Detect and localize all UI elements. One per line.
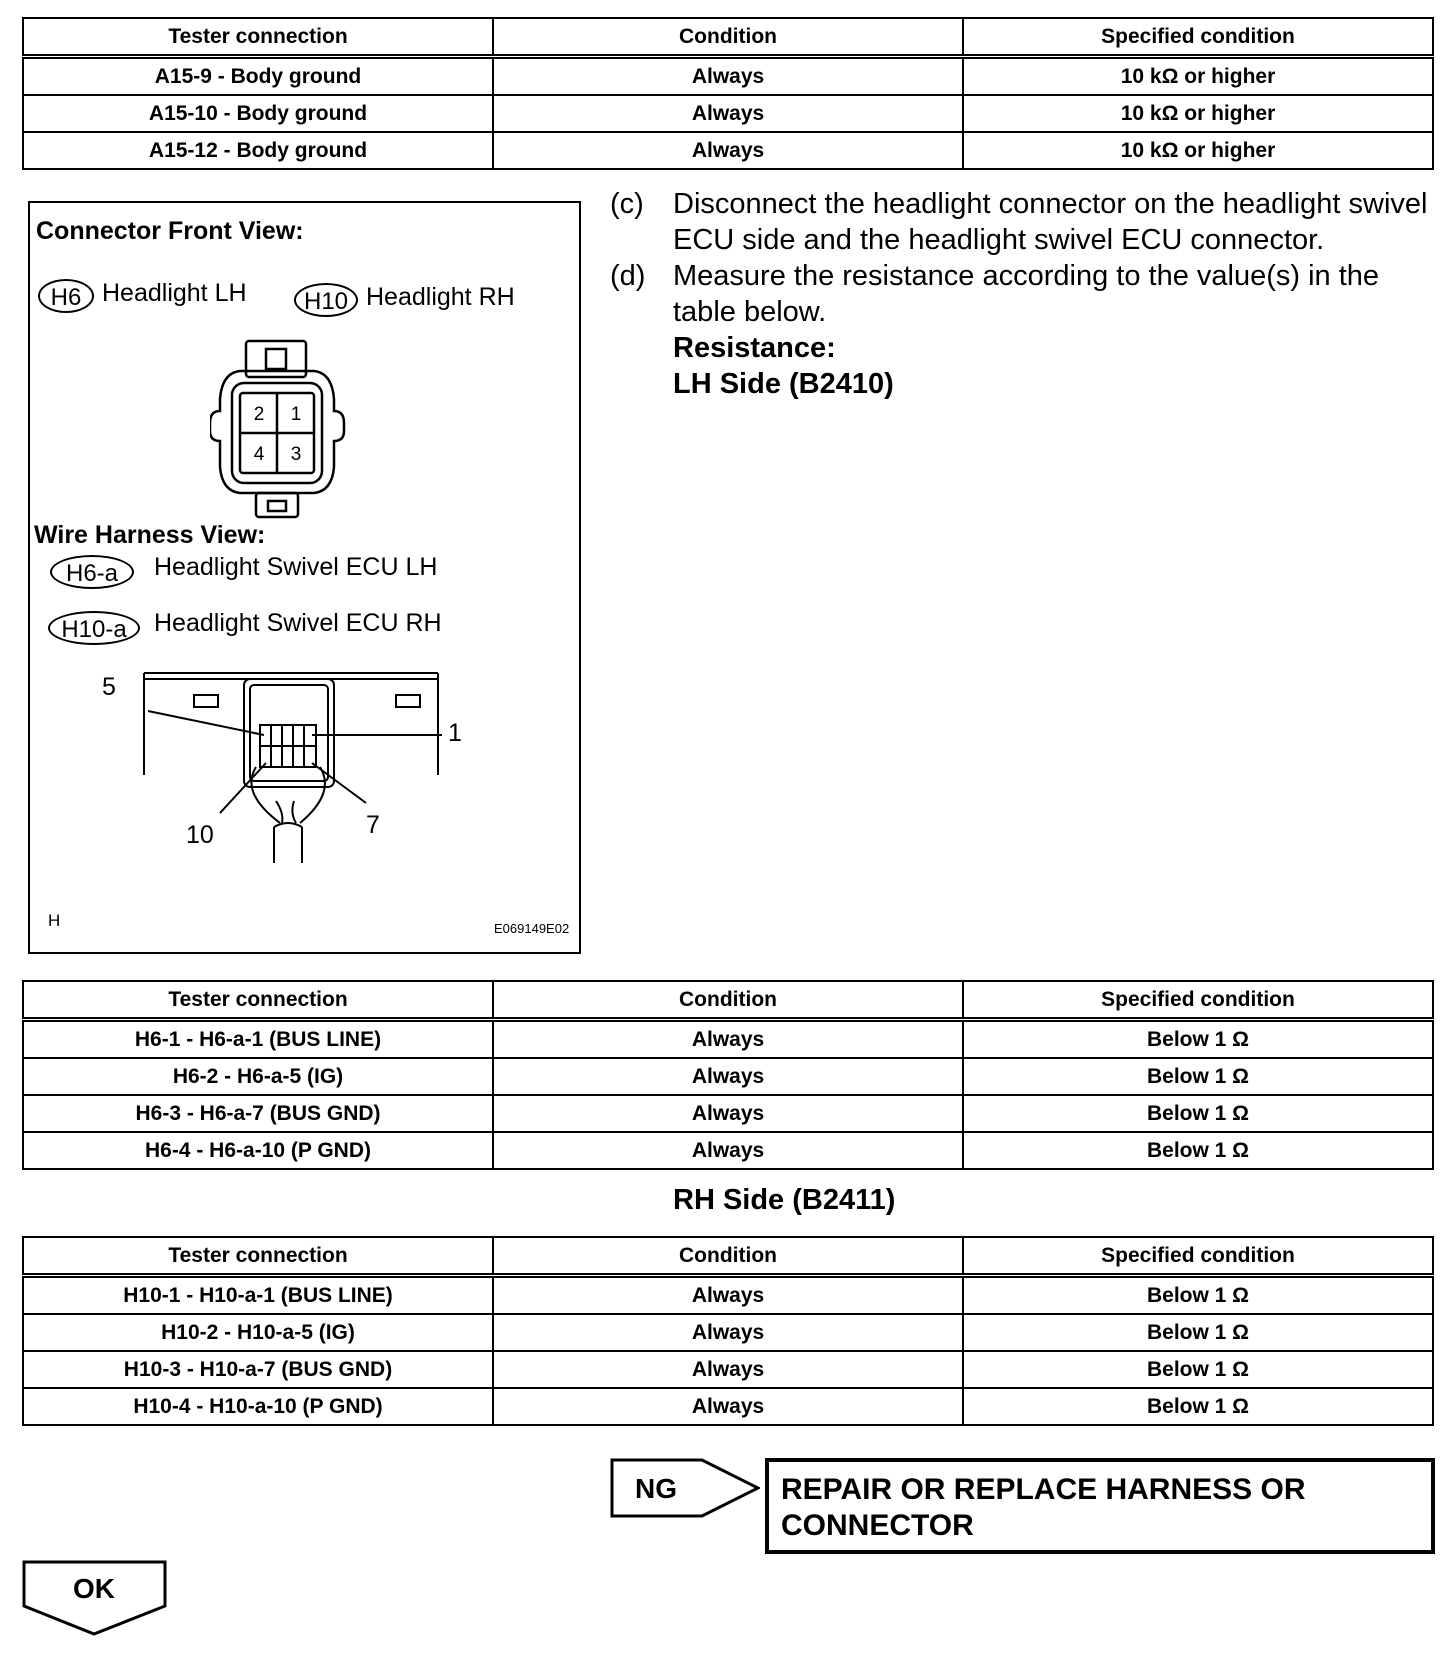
h10a-label: Headlight Swivel ECU RH (154, 609, 442, 637)
cell-condition: Always (493, 1388, 963, 1425)
cell-specified: Below 1 Ω (963, 1095, 1433, 1132)
connector-front-drawing (210, 339, 360, 525)
cell-condition: Always (493, 95, 963, 132)
ecu-harness-drawing (90, 663, 510, 863)
table-row (23, 1095, 1433, 1132)
header-specified-condition: Specified condition (963, 1237, 1433, 1276)
ok-label: OK (73, 1573, 115, 1604)
cell-tester: H6-1 - H6-a-1 (BUS LINE) (23, 1020, 493, 1059)
step-c-letter: (c) (610, 188, 644, 220)
header-condition: Condition (493, 1237, 963, 1276)
cell-tester: A15-9 - Body ground (23, 57, 493, 96)
pin-2-label: 2 (253, 404, 265, 425)
table-row (23, 132, 1433, 169)
h6a-label: Headlight Swivel ECU LH (154, 553, 438, 581)
table-row (23, 1314, 1433, 1351)
connector-figure (28, 201, 581, 954)
table-row (23, 1276, 1433, 1315)
h6-badge: H6 (38, 279, 94, 313)
cell-condition: Always (493, 132, 963, 169)
cell-specified: Below 1 Ω (963, 1314, 1433, 1351)
figure-corner-letter: H (48, 911, 61, 930)
cell-condition: Always (493, 1058, 963, 1095)
cell-condition: Always (493, 1132, 963, 1169)
header-specified-condition: Specified condition (963, 18, 1433, 57)
figure-id: E069149E02 (494, 921, 570, 936)
rh-side-title: RH Side (B2411) (673, 1184, 896, 1216)
cell-condition: Always (493, 1095, 963, 1132)
cell-specified: Below 1 Ω (963, 1058, 1433, 1095)
step-c-text: Disconnect the headlight connector on the headlight swivel ECU side and the headlight swivel ECU connector. (673, 188, 1428, 256)
header-condition: Condition (493, 18, 963, 57)
cell-tester: H6-2 - H6-a-5 (IG) (23, 1058, 493, 1095)
step-d (610, 258, 1430, 330)
callout-10: 10 (186, 821, 214, 849)
cell-tester: H10-4 - H10-a-10 (P GND) (23, 1388, 493, 1425)
table-row (23, 95, 1433, 132)
cell-tester: H10-3 - H10-a-7 (BUS GND) (23, 1351, 493, 1388)
header-specified-condition: Specified condition (963, 981, 1433, 1020)
h10a-badge: H10-a (48, 611, 140, 645)
table-row (23, 57, 1433, 96)
ok-branch (22, 1560, 167, 1641)
table-row (23, 1351, 1433, 1388)
cell-specified: Below 1 Ω (963, 1276, 1433, 1315)
cell-tester: H6-3 - H6-a-7 (BUS GND) (23, 1095, 493, 1132)
table-row (23, 1132, 1433, 1169)
h10-badge: H10 (294, 283, 358, 317)
ok-arrow-shape (22, 1560, 167, 1636)
table-row (23, 1020, 1433, 1059)
front-view-title: Connector Front View: (36, 217, 304, 245)
cell-tester: A15-10 - Body ground (23, 95, 493, 132)
pin-3-label: 3 (290, 444, 302, 465)
cell-specified: Below 1 Ω (963, 1020, 1433, 1059)
cell-specified: 10 kΩ or higher (963, 132, 1433, 169)
a15-resistance-table (22, 17, 1434, 170)
pin-4-label: 4 (253, 444, 265, 465)
header-condition: Condition (493, 981, 963, 1020)
cell-tester: H6-4 - H6-a-10 (P GND) (23, 1132, 493, 1169)
table-header-row (23, 981, 1433, 1020)
table-row (23, 1058, 1433, 1095)
cell-specified: Below 1 Ω (963, 1351, 1433, 1388)
cell-condition: Always (493, 1314, 963, 1351)
resistance-label: Resistance: (673, 332, 836, 364)
cell-condition: Always (493, 1020, 963, 1059)
lh-resistance-table (22, 980, 1434, 1170)
step-d-text: Measure the resistance according to the value(s) in the table below. (673, 260, 1380, 328)
ng-arrow-shape (610, 1458, 760, 1518)
callout-1: 1 (448, 719, 462, 747)
cell-tester: H10-1 - H10-a-1 (BUS LINE) (23, 1276, 493, 1315)
wire-view-title: Wire Harness View: (34, 521, 266, 549)
cell-specified: Below 1 Ω (963, 1132, 1433, 1169)
cell-condition: Always (493, 1276, 963, 1315)
h10-label: Headlight RH (366, 283, 515, 311)
cell-specified: 10 kΩ or higher (963, 95, 1433, 132)
procedure-steps (610, 186, 1430, 402)
h6a-badge: H6-a (50, 555, 134, 589)
ng-branch (610, 1458, 760, 1523)
cell-specified: Below 1 Ω (963, 1388, 1433, 1425)
lh-side-title: LH Side (B2410) (673, 368, 894, 400)
pin-1-label: 1 (290, 404, 302, 425)
rh-resistance-table (22, 1236, 1434, 1426)
ng-action-box: REPAIR OR REPLACE HARNESS OR CONNECTOR (765, 1458, 1435, 1554)
header-tester-connection: Tester connection (23, 18, 493, 57)
cell-tester: A15-12 - Body ground (23, 132, 493, 169)
table-header-row (23, 1237, 1433, 1276)
table-header-row (23, 18, 1433, 57)
h6-label: Headlight LH (102, 279, 247, 307)
header-tester-connection: Tester connection (23, 1237, 493, 1276)
cell-specified: 10 kΩ or higher (963, 57, 1433, 96)
step-c (610, 186, 1430, 258)
ng-label: NG (635, 1473, 677, 1504)
header-tester-connection: Tester connection (23, 981, 493, 1020)
step-d-letter: (d) (610, 260, 646, 292)
cell-condition: Always (493, 57, 963, 96)
callout-7: 7 (366, 811, 380, 839)
callout-5: 5 (102, 673, 116, 701)
cell-condition: Always (493, 1351, 963, 1388)
cell-tester: H10-2 - H10-a-5 (IG) (23, 1314, 493, 1351)
table-row (23, 1388, 1433, 1425)
